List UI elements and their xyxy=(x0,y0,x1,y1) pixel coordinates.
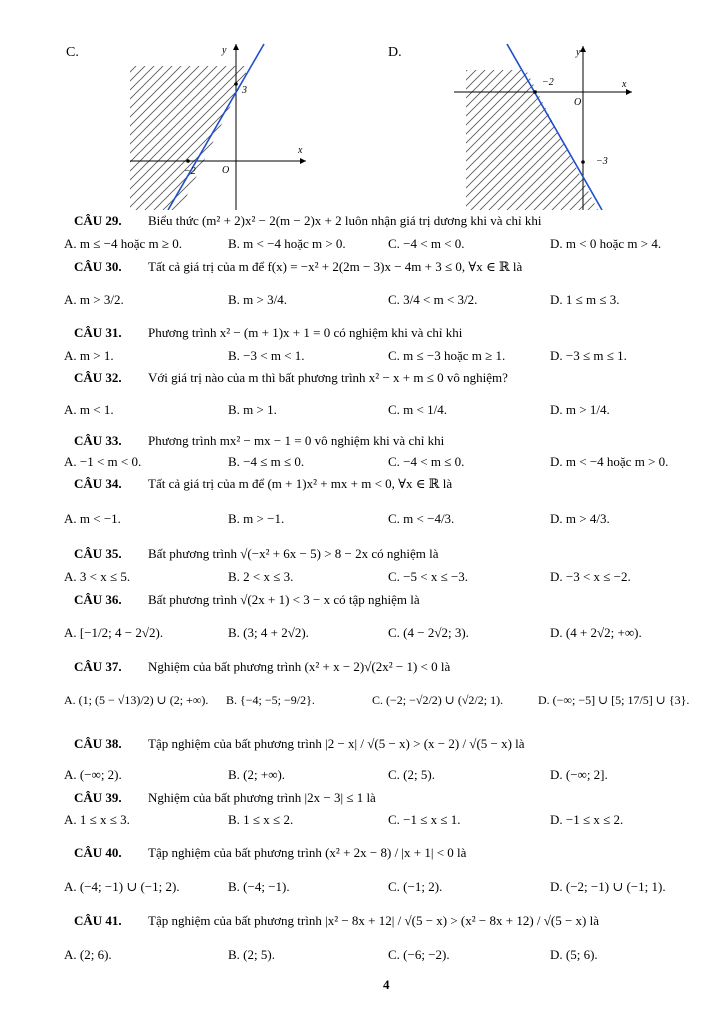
option-c[interactable]: C. m < 1/4. xyxy=(388,402,447,417)
question-text: Phương trình x² − (m + 1)x + 1 = 0 có nghiệm khi và chỉ khi xyxy=(148,325,463,340)
option-a[interactable]: A. (−∞; 2). xyxy=(64,767,122,782)
question-number: CÂU 37. xyxy=(74,659,122,674)
option-d[interactable]: D. m > 1/4. xyxy=(550,402,610,417)
option-c[interactable]: C. (2; 5). xyxy=(388,767,435,782)
question-text: Tất cả giá trị của m để (m + 1)x² + mx + m < 0, ∀x ∈ ℝ là xyxy=(148,476,453,491)
graph-c xyxy=(126,40,336,210)
option-d[interactable]: D. m < −4 hoặc m > 0. xyxy=(550,454,669,469)
question-text: Với giá trị nào của m thì bất phương trình x² − x + m ≤ 0 vô nghiệm? xyxy=(148,370,508,385)
option-c[interactable]: C. 3/4 < m < 3/2. xyxy=(388,292,478,307)
option-b[interactable]: B. m > 1. xyxy=(228,402,277,417)
option-c[interactable]: C. −1 ≤ x ≤ 1. xyxy=(388,812,461,827)
option-d[interactable]: D. (−∞; 2]. xyxy=(550,767,608,782)
option-b[interactable]: B. (2; 5). xyxy=(228,947,275,962)
option-b[interactable]: B. −4 ≤ m ≤ 0. xyxy=(228,454,305,469)
option-d[interactable]: D. m < 0 hoặc m > 4. xyxy=(550,236,662,251)
option-d[interactable]: D. (4 + 2√2; +∞). xyxy=(550,625,642,640)
question-text: Nghiệm của bất phương trình (x² + x − 2)√(2x² − 1) < 0 là xyxy=(148,659,451,674)
option-c[interactable]: C. (−2; −√2/2) ∪ (√2/2; 1). xyxy=(372,693,504,707)
option-b[interactable]: B. m > 3/4. xyxy=(228,292,287,307)
option-b[interactable]: B. 1 ≤ x ≤ 2. xyxy=(228,812,294,827)
option-a[interactable]: A. m > 1. xyxy=(64,348,114,363)
option-b[interactable]: B. −3 < m < 1. xyxy=(228,348,305,363)
option-d[interactable]: D. m > 4/3. xyxy=(550,511,610,526)
question-number: CÂU 32. xyxy=(74,370,122,385)
option-a[interactable]: A. [−1/2; 4 − 2√2). xyxy=(64,625,164,640)
question-number: CÂU 29. xyxy=(74,213,122,228)
option-c[interactable]: C. −4 < m ≤ 0. xyxy=(388,454,465,469)
graph-c-axis-y: y xyxy=(222,45,227,56)
option-d[interactable]: D. (−∞; −5] ∪ [5; 17/5] ∪ {3}. xyxy=(538,693,690,707)
option-a[interactable]: A. m < −1. xyxy=(64,511,121,526)
question-number: CÂU 40. xyxy=(74,845,122,860)
graph-d-axis-x: x xyxy=(622,79,627,90)
question-number: CÂU 34. xyxy=(74,476,122,491)
option-d[interactable]: D. −3 ≤ m ≤ 1. xyxy=(550,348,627,363)
option-d[interactable]: D. (−2; −1) ∪ (−1; 1). xyxy=(550,879,666,894)
option-b[interactable]: B. {−4; −5; −9/2}. xyxy=(226,693,315,707)
question-text: Bất phương trình √(−x² + 6x − 5) > 8 − 2x có nghiệm là xyxy=(148,546,439,561)
option-d[interactable]: D. (5; 6). xyxy=(550,947,598,962)
option-a[interactable]: A. m ≤ −4 hoặc m ≥ 0. xyxy=(64,236,183,251)
option-d[interactable]: D. −3 < x ≤ −2. xyxy=(550,569,631,584)
option-c[interactable]: C. m ≤ −3 hoặc m ≥ 1. xyxy=(388,348,506,363)
option-a[interactable]: A. (2; 6). xyxy=(64,947,112,962)
graph-c-axis-x: x xyxy=(298,145,303,156)
option-d[interactable]: D. −1 ≤ x ≤ 2. xyxy=(550,812,624,827)
option-c[interactable]: C. m < −4/3. xyxy=(388,511,455,526)
question-text: Nghiệm của bất phương trình |2x − 3| ≤ 1 là xyxy=(148,790,376,805)
question-text: Tập nghiệm của bất phương trình (x² + 2x − 8) / |x + 1| < 0 là xyxy=(148,845,467,860)
option-a[interactable]: A. m < 1. xyxy=(64,402,114,417)
page-number: 4 xyxy=(383,977,390,992)
option-a[interactable]: A. (−4; −1) ∪ (−1; 2). xyxy=(64,879,180,894)
option-a[interactable]: A. (1; (5 − √13)/2) ∪ (2; +∞). xyxy=(64,693,209,707)
question-text: Tất cả giá trị của m để f(x) = −x² + 2(2m − 3)x − 4m + 3 ≤ 0, ∀x ∈ ℝ là xyxy=(148,259,523,274)
question-text: Biểu thức (m² + 2)x² − 2(m − 2)x + 2 luôn nhận giá trị dương khi và chỉ khi xyxy=(148,213,542,228)
question-text: Phương trình mx² − mx − 1 = 0 vô nghiệm khi và chỉ khi xyxy=(148,433,445,448)
option-d[interactable]: D. 1 ≤ m ≤ 3. xyxy=(550,292,620,307)
graph-d-tick-x: −2 xyxy=(542,77,554,88)
option-c[interactable]: C. (−6; −2). xyxy=(388,947,450,962)
question-text: Tập nghiệm của bất phương trình |x² − 8x + 12| / √(5 − x) > (x² − 8x + 12) / √(5 − x) là xyxy=(148,913,600,928)
option-b[interactable]: B. 2 < x ≤ 3. xyxy=(228,569,294,584)
option-b[interactable]: B. m > −1. xyxy=(228,511,285,526)
question-number: CÂU 39. xyxy=(74,790,122,805)
graph-d-origin: O xyxy=(574,97,582,108)
option-c[interactable]: C. −5 < x ≤ −3. xyxy=(388,569,469,584)
question-number: CÂU 38. xyxy=(74,736,122,751)
option-b[interactable]: B. (−4; −1). xyxy=(228,879,290,894)
graph-d-axis-y: y xyxy=(576,47,581,58)
question-number: CÂU 41. xyxy=(74,913,122,928)
option-b[interactable]: B. (2; +∞). xyxy=(228,767,286,782)
graph-d xyxy=(452,40,642,210)
option-b[interactable]: B. (3; 4 + 2√2). xyxy=(228,625,309,640)
option-a[interactable]: A. 1 ≤ x ≤ 3. xyxy=(64,812,130,827)
question-number: CÂU 33. xyxy=(74,433,122,448)
question-text: Bất phương trình √(2x + 1) < 3 − x có tập nghiệm là xyxy=(148,592,420,607)
question-text: Tập nghiệm của bất phương trình |2 − x| / √(5 − x) > (x − 2) / √(5 − x) là xyxy=(148,736,525,751)
question-number: CÂU 35. xyxy=(74,546,122,561)
option-a[interactable]: A. 3 < x ≤ 5. xyxy=(64,569,131,584)
question-number: CÂU 31. xyxy=(74,325,122,340)
option-a[interactable]: A. −1 < m < 0. xyxy=(64,454,142,469)
graph-c-tick-y: 3 xyxy=(242,85,247,96)
option-c[interactable]: C. (4 − 2√2; 3). xyxy=(388,625,469,640)
option-b[interactable]: B. m < −4 hoặc m > 0. xyxy=(228,236,346,251)
graph-c-origin: O xyxy=(222,165,230,176)
option-c[interactable]: C. (−1; 2). xyxy=(388,879,443,894)
graph-d-tick-y: −3 xyxy=(596,156,608,167)
question-number: CÂU 36. xyxy=(74,592,122,607)
graph-c-tick-x: −2 xyxy=(184,166,196,177)
option-c[interactable]: C. −4 < m < 0. xyxy=(388,236,465,251)
graph-c-label: C. xyxy=(66,45,79,60)
question-number: CÂU 30. xyxy=(74,259,122,274)
graph-d-label: D. xyxy=(388,45,402,60)
option-a[interactable]: A. m > 3/2. xyxy=(64,292,124,307)
